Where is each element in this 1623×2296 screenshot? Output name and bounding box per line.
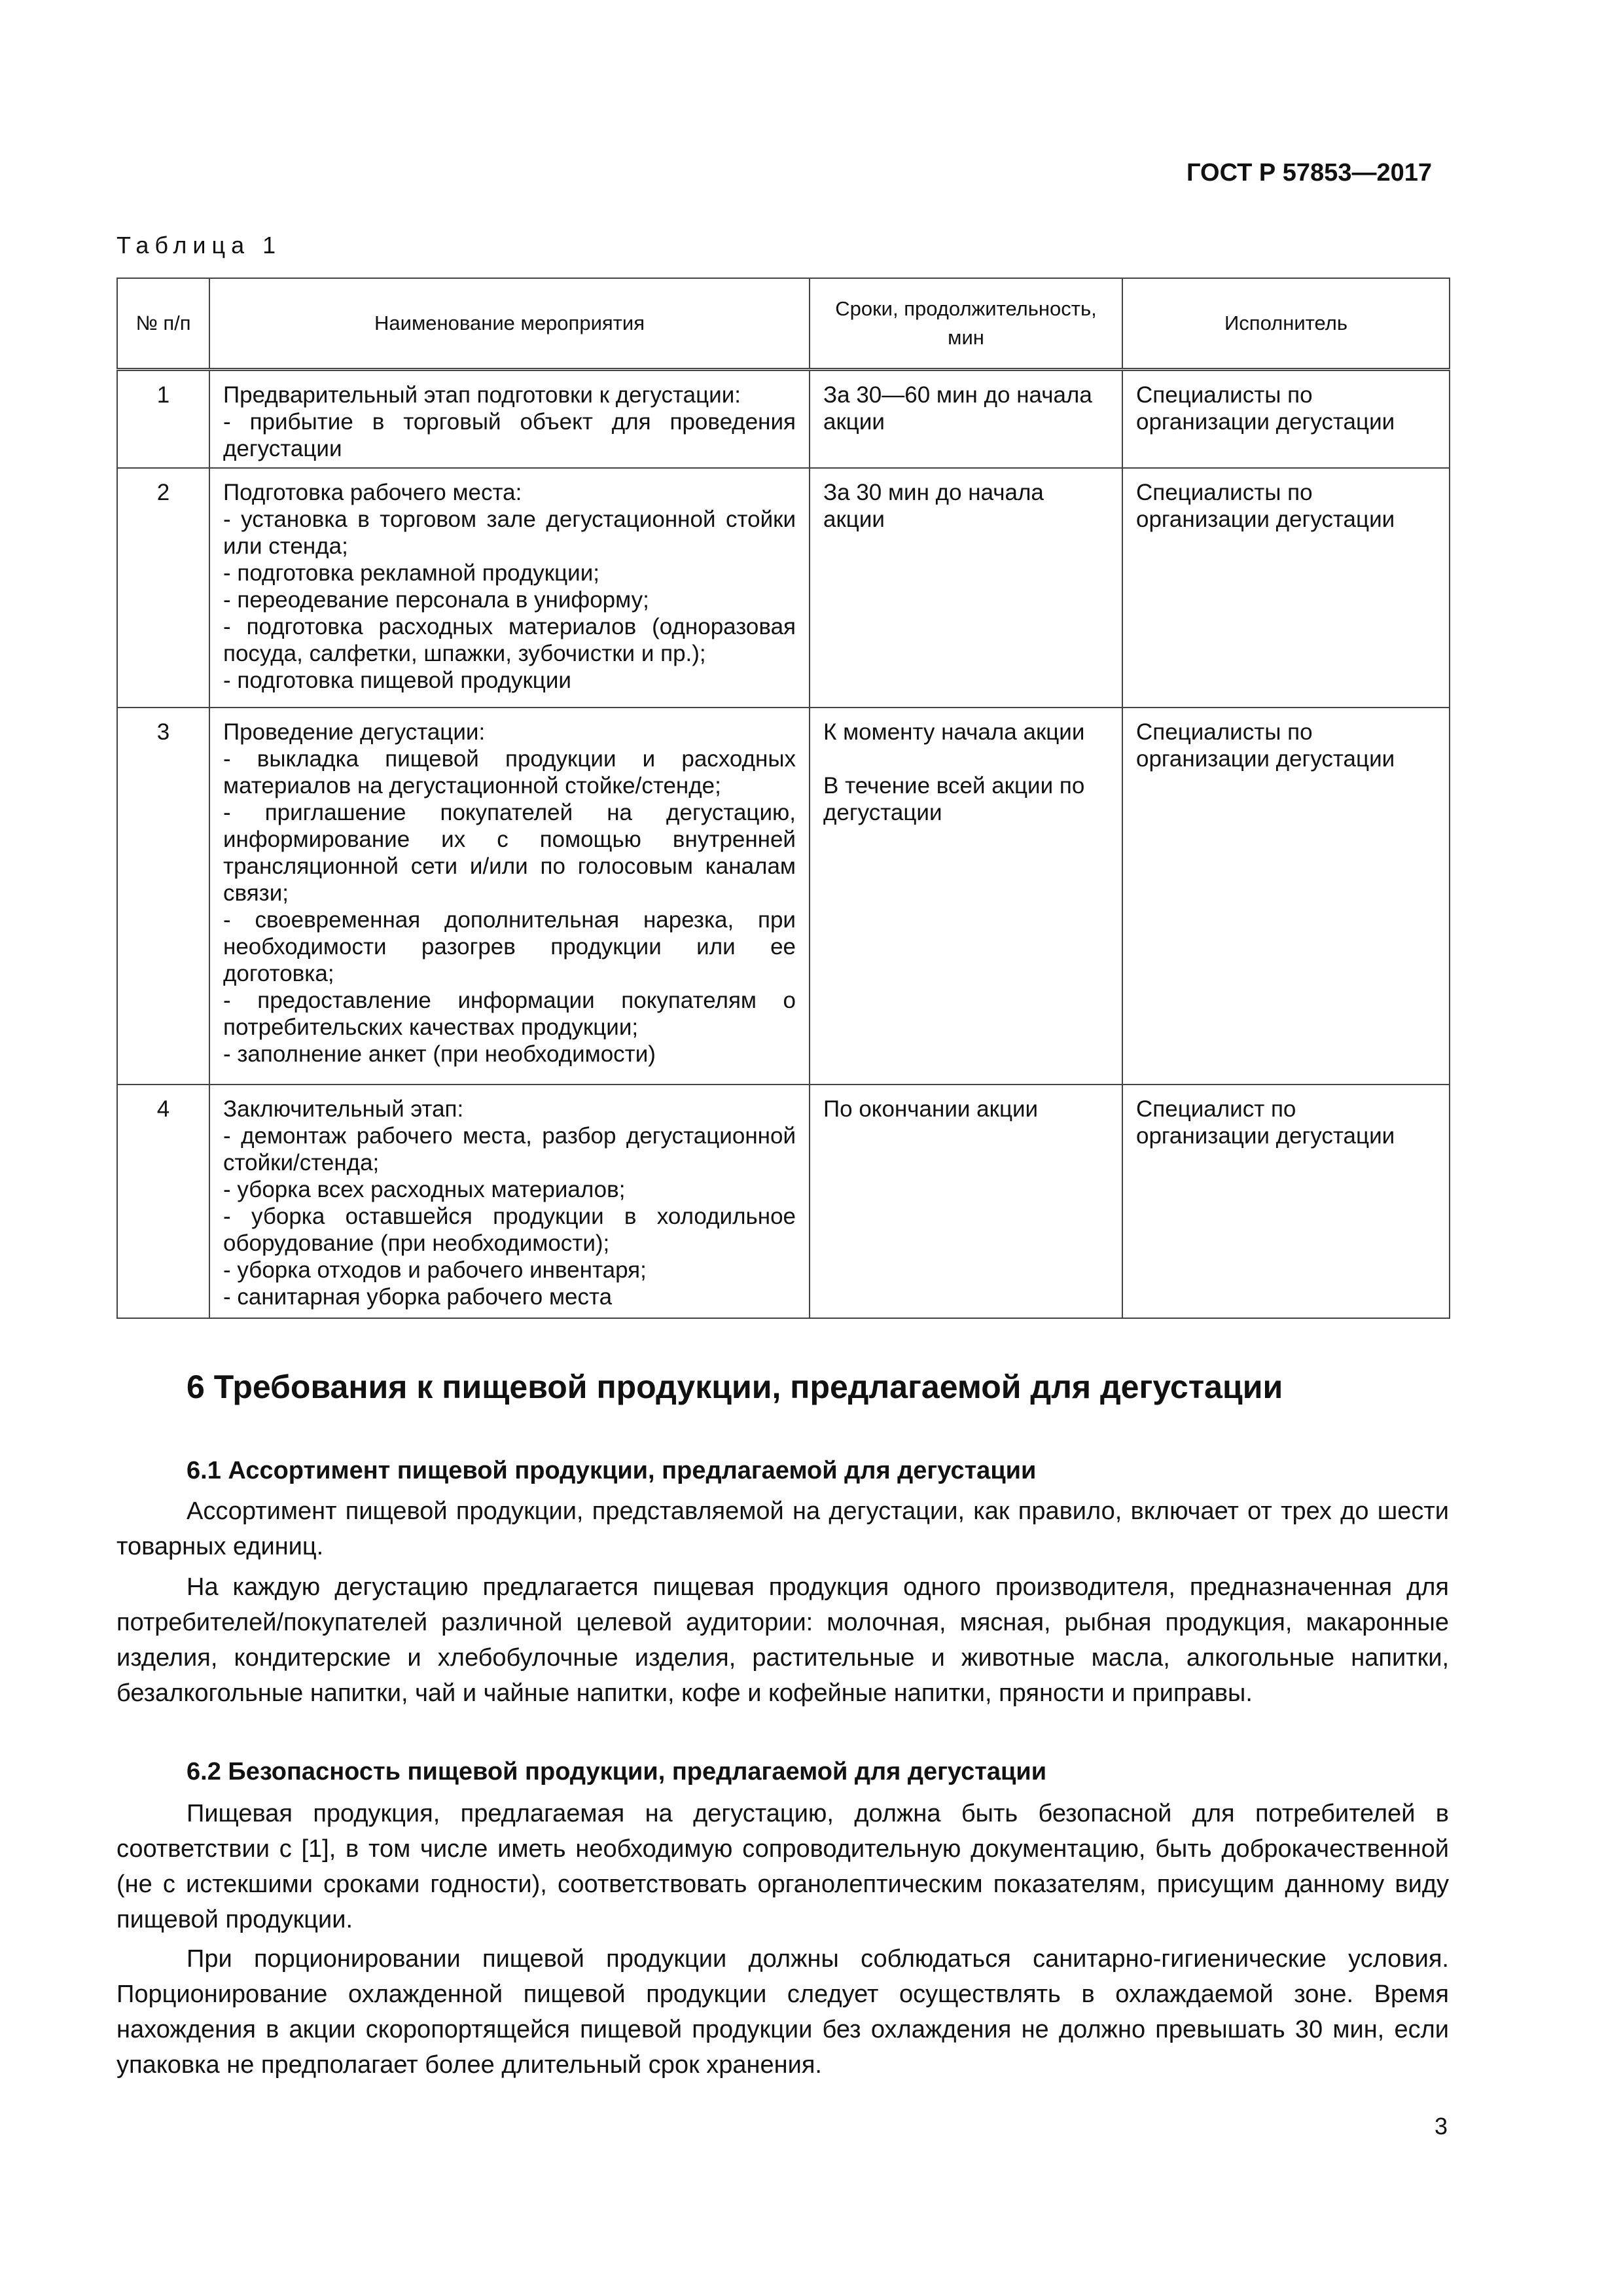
event-line: - установка в торговом зале дегустационной стойки или стенда; [223,507,796,559]
row-number: 4 [117,1085,209,1318]
timing-line: По окончании акции [823,1096,1039,1122]
event-timing [810,468,1122,708]
event-line: - уборка всех расходных материалов; [223,1177,626,1202]
event-timing [810,1085,1122,1318]
row-number: 1 [117,370,209,469]
event-line: - приглашение покупателей на дегустацию, информирование их с помощью внутренней трансляционной сети и/или по голосовым каналам связи; [223,800,796,906]
event-timing [810,370,1122,469]
timing-line: В течение всей акции по дегустации [823,773,1085,825]
event-description [209,468,810,708]
event-line: - санитарная уборка рабочего места [223,1284,613,1310]
event-line: Подготовка рабочего места: [223,480,522,505]
event-line: - прибытие в торговый объект для проведения дегустации [223,409,796,461]
column-header-event: Наименование мероприятия [209,278,810,370]
row-number: 2 [117,468,209,708]
column-header-executor: Исполнитель [1122,278,1450,370]
events-table [116,278,1450,1319]
timing-line: За 30 мин до начала акции [823,480,1044,532]
table-caption: Таблица 1 [116,232,282,259]
event-line: - переодевание персонала в униформу; [223,587,649,613]
subsection-6-1-title: 6.1 Ассортимент пищевой продукции, предлагаемой для дегустации [187,1457,1037,1484]
column-header-timing: Сроки, продолжительность, мин [810,278,1122,370]
event-line: - подготовка расходных материалов (одноразовая посуда, салфетки, шпажки, зубочистки и пр.); [223,614,796,666]
page-number: 3 [1434,2113,1448,2140]
event-timing [810,708,1122,1085]
paragraph-6-1-products: На каждую дегустацию предлагается пищевая продукция одного производителя, предназначенная для потребителей/покупателей различной целевой аудитории: молочная, мясная, рыбная продукция, макаронные изделия, кондитерские и хлебобулочные изделия, растительные и животные масла, алкогольные напитки, безалкогольные напитки, чай и чайные напитки, кофе и кофейные напитки, пряности и приправы. [116,1573,1449,1707]
event-description [209,370,810,469]
event-description [209,708,810,1085]
timing-line: К моменту начала акции [823,719,1085,745]
event-line: - уборка отходов и рабочего инвентаря; [223,1257,647,1283]
event-line: - подготовка пищевой продукции [223,668,571,693]
event-line: Предварительный этап подготовки к дегустации: [223,382,741,408]
event-executor: Специалисты по организации дегустации [1122,708,1450,1085]
event-line: Заключительный этап: [223,1096,464,1122]
table-row [117,1085,1450,1318]
event-executor: Специалист по организации дегустации [1122,1085,1450,1318]
paragraph-6-2-safety: Пищевая продукция, предлагаемая на дегустацию, должна быть безопасной для потребителей в соответствии с [1], в том числе иметь необходимую сопроводительную документацию, быть доброкачественной (не с истекшими сроками годности), соответствовать органолептическим показателям, присущим данному виду пищевой продукции. [116,1800,1449,1933]
event-line: - заполнение анкет (при необходимости) [223,1041,656,1067]
section-6-title: 6 Требования к пищевой продукции, предлагаемой для дегустации [187,1369,1283,1405]
event-line: - уборка оставшейся продукции в холодильное оборудование (при необходимости); [223,1204,796,1256]
standard-code: ГОСТ Р 57853—2017 [1186,159,1432,187]
table-row [117,468,1450,708]
event-line: - выкладка пищевой продукции и расходных материалов на дегустационной стойке/стенде; [223,746,796,798]
column-header-number: № п/п [117,278,209,370]
paragraph-6-2-portioning: При порционировании пищевой продукции должны соблюдаться санитарно-гигиенические условия. Порционирование охлажденной пищевой продукции следует осуществлять в охлаждаемой зоне. Время нахождения в акции скоропортящейся пищевой продукции без охлаждения не должно превышать 30 мин, если упаковка не предполагает более длительный срок хранения. [116,1945,1449,2079]
table-row [117,708,1450,1085]
event-line: - своевременная дополнительная нарезка, при необходимости разогрев продукции или ее доготовка; [223,907,796,986]
event-line: - подготовка рекламной продукции; [223,560,599,586]
timing-line: За 30—60 мин до начала акции [823,382,1092,435]
event-line: Проведение дегустации: [223,719,486,745]
paragraph-6-1-assortment: Ассортимент пищевой продукции, представляемой на дегустации, как правило, включает от трех до шести товарных единиц. [116,1498,1449,1560]
table-row [117,370,1450,469]
subsection-6-2-title: 6.2 Безопасность пищевой продукции, предлагаемой для дегустации [187,1758,1047,1785]
table-header-row [117,278,1450,370]
event-description [209,1085,810,1318]
event-line: - предоставление информации покупателям о потребительских качествах продукции; [223,988,796,1040]
event-line: - демонтаж рабочего места, разбор дегустационной стойки/стенда; [223,1123,796,1175]
event-executor: Специалисты по организации дегустации [1122,468,1450,708]
event-executor: Специалисты по организации дегустации [1122,370,1450,469]
row-number: 3 [117,708,209,1085]
